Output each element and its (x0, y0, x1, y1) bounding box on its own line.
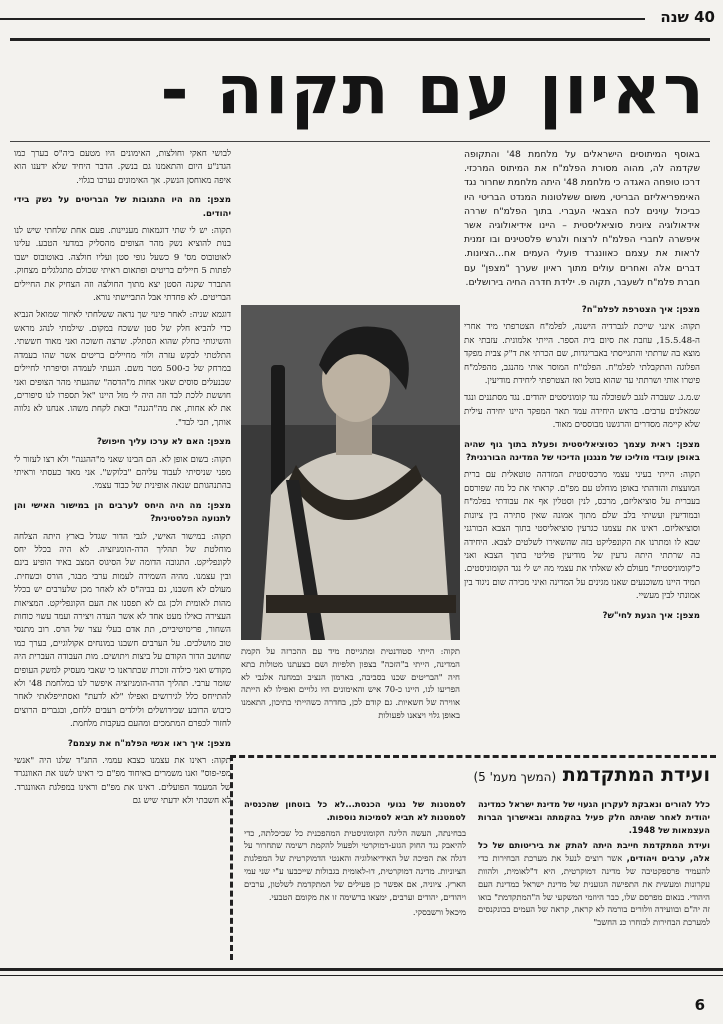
box-column-left (244, 798, 466, 956)
box-paragraph (244, 906, 466, 919)
page-number: 6 (694, 996, 705, 1014)
box-heading (473, 764, 710, 786)
interview-question: מצפן: איך ראו אנשי הפלמ"ח את עצמם? (67, 738, 231, 749)
sidebar-box (230, 755, 716, 960)
interview-answer: דוגמא שניה: לאחר פינוי שך נראה ששלחתי לאיזור שמואל הנביא כדי להביא חלק של סטן ששכח במקום. שילמתי לנהג מראש והשיגותי כחלק שהוא הסתלק. שרצה חשוכה ואני מאוד חששתי. התלטתי לבקש עזרה ולווי מחיילים בריטים אשר שהו בעמדה במרחק של כ-500 מטר משם. הגעתי לעמדה וסיפרתי לחיילים שבנעלים סוסים שאני אחות מ"הדסה" שהגעתי מהר הצופים ואני חוששת ללכת לבד וזה היה לי מזל היינו "אל תספרו לנו סיפורים, את לא אחות, את מה"הגנה" ובאת לקחת משהו. אנחנו לא נלווה אותך, תכי לבד". (14, 310, 231, 428)
interview-answer: ש.מ.ג. שעברה לנגב לשפוכלה נגד קומוניסטים יהודים. נגד מסתננים ונגד שמאלנים ערבים. בראש היחידה עמד תאר המפקד היינו יחידה עילית שלא קיימה מסדרים והרגשנו מבוססים מאוד. (464, 393, 700, 431)
box-body-text: אשר רוצים לנעל את מערכת הבחירות כדי להעמיד פרספקטיבה של מדינה דמוקרטית, היא ד"לאומית, ולהוות עקרונות ומעשית את התפישה הגזענית של מדינת ישראל כמדינת העם היהודי. בנאום מפרסם שלו, כבר היוזמי המשקעי של ה"המתקדמת" בואו זה יה"ם ובוועידה וולורים בורמה לא קראה, קראה של העמים בכונקנסים למערכת הבחירות לבוחרו כנ החשב" (478, 853, 710, 928)
box-subtitle: (המשך מעמ' 5) (473, 770, 557, 784)
article-column-left (14, 148, 231, 958)
interview-answer: תקוה: אינני שייכת לגברדיה הישנה, לפלמ"ח הצטרפתי מיד אחרי ה-15.5.48, עוזבת את סיום בית הספר. הייתי אלמונית. עזבתי את מוצא בה שרתתי והתגייסתי באבריגדות, שם הכרתי את ד"ק צבית מפקד הפלוגה והתקבלתי לפלמ"ח. הפלמ"ח המוסר אותי מהנגב, מהפלמ"ח פיטרו אותי ושרתתי עד שהוא בוטל ואז הצטרפתי ליחידת מודיעין. (464, 322, 700, 387)
interview-answer: לבושי חאקי וחולצות, האימונים היו מטעם ביה"ס בערך כמו הגדנ"ע היום והתאמנו גם בנשק. הדבר היחיד שלא ידענו הוא איפה מאוחסן הנשק. אך האימונים נערכו בגלוי. (14, 149, 231, 186)
interview-answer: תקוה: במישור האישי, לגבי הדור שגדל בארץ היתה הצלחה מוחלטת של תהליך הדה-הומניזציה. לא היה בכלל יחס לקונפליקט. התגובה הדומה של הסיגוס המצב באיד הופיע בינם ובין עצמנו. מהיה השמידה לעמות ערבי מבגר, הורס וכשחית. מעולם לא חשבנו, גם בביה"ס לא לאחר מכן שלערבים יש בכלל מהות לאומית ולכן גם לא תפסנו את העם הקונפליקט. המציאות העצירה כאילו מעט אחד לא אשר העדה ויצירה ועמד עשוי כוחות השחור, פרימיטיביים, תת אדם בעלי עצר של הרס. רוב מתנסי טוב מושלכים. על הערבים חשבנו במונחים אקולוגיים, בערך כמו שחושב הדור הקודם על ביצות ויתושים. מות העבודה העברית היה מקודש ואני כילדה זוכרת שכתראנו כי שאבי מעסיק למשק העופים שומר ערבי. תהליך הדה-הומניזציה איפשר לנו במלחמת 48' ולא להתייחס כלל לגירושים ואפילו "לא לדעת" ואסתייפלאתי לאחר כיבוש הרובע שבירושלים ולילדים רעבים ללחם, ובגברים הרוצים לחזור לכפרם המתמכים ומהעם בעקבות מלחמת. (14, 531, 231, 730)
header-rule (0, 18, 645, 20)
box-lead-text: ועידת המתקדמת חייבת היתה להתק את ביריטותם של כל אלה, ערבים ויהודים, (478, 840, 710, 864)
box-paragraph (478, 798, 710, 836)
box-column-right (478, 798, 710, 956)
box-title: ועידת המתקדמת (562, 764, 710, 786)
interview-question: מצפן: איך הגעת לחי"ש? (602, 610, 700, 621)
interview-question: מצפן: מה היו התגובות של הבריטים על נשק בידי יהודים. (14, 195, 231, 219)
page-title: ראיון עם תקוה - (160, 51, 706, 130)
interview-answer: תקוה: בשום אופן לא. הם הבינו שאני מ"ההגנה" ולא רצו לעזור לי מפני שניסיתי לעבוד עליהם "בלוקש". אני מאד כעסתי וראיתי בהתנהגותם שנאה אופינית של כבוד עצמי. (14, 454, 231, 492)
interview-question: מצפן: מה היה היחס לערבים הן במישור האישי והן לתנועה הפלסטינית? (14, 500, 231, 525)
interview-answer: תקוה: ראינו את עצמנו כצבא עממי. התג"ד שלנו היה "אנשי מפי-פוס" ואנו משמרים באיחוד מפ"ם כי ראינו לשנו את האוונגרד של המעמד הפועלים. ראינו את מפ"ם וראינו במפלגת האוונגרד. לא חשבתי ולא ידעתי שיש גם (14, 756, 231, 807)
box-body-text: בבחינתה, העשה הליגה הקומוניסטית המהפכנית כל שביכלתה, כדי להיאבק נגד החוק הגזע-דמוקרטי ולפעול להקמת רשימה שתחרור על דגלה את הפיכה של האידיאולוגיה והאנטי הדמוקרטית של המפלגות הציוניות. מדינה דמוקרטית, דו-לאומית בגבולות שייכבעו ע"י שני עמי הארץ. ציוניה, אם אפשר כן פעילים של המתקדמת לשלטון, ערבים ויהודים, יהודים וערבים, ימצאו ברשימה זו את מקומם הטבעי. (244, 827, 466, 902)
box-body-text: מיכאל ורשבסקי. (412, 907, 466, 918)
interview-answer: תקוה: הייתי בעיני עצמי מרכסיסטית המזדהה טוטאלית עם ברית המועצות והזדהתי באופן מוחלט עם מפ"ם. קראתי את כל מה שפורסם בעברית על סוציאליזם, מרכס, לנין וסטלין אף את עבודתי בפלמ"ח ובמודיעין ועשיתי בלב שלם מתוך אמונה שאין סתירה בין ציונות וסוציאליזם. ראינו את עצמנו כגרעין סוציאליסטי בתוך הצבא הבורגני שבא לו ומתרנו את הקונפליקט בזה שהשאירו לשלטים לצבא. היחידה בה שרתתי היתה גרעין של מודיעין פוליטי בתוך הצבא ואני כ"קומוניסטית" מעולם לא שאלתי את עצמי מה יש לי נגד הקומוניסטים. תמיד היינו משוכנעים שאנו מגינים על המדינה ואיני מכירה שום ניגוד בין אמונתי לבין מעשיי. (464, 470, 700, 602)
interview-answer: תקוה: יש לי שתי דוגמאות מעניינות. פעם אחת שלחתי שיש לנו בנות להוציא נשק מהר הצופים מהסליק במדעי הטבע. עלינו לאוטובוס מס' 9 כשעל גופי סטן ועליו חולצה. באוטובוס ישבו לפתות 5 חיילים בריטים ופתאום ראיתי שכולם מתגלגלים מצחוק. התברר שקנה הסטן יצא מתוך החולצה וזה הצחיק את החיילים הבריטים. לא פחדתי אבל התביישתי נורא. (14, 226, 231, 304)
box-paragraph (478, 839, 710, 929)
interview-question: מצפן: האם לא ערכו עליך חיפוש? (96, 437, 231, 448)
box-lead-text: כלל להורים ונאבקת לעקרון הגעוי של מדינת ישראל כמדינה יהודית לאחר שהיתה חלק פעיל בהקמתה ובאישרוך הברות העצמאות של 1948. (478, 799, 710, 835)
portrait-photo (241, 305, 460, 640)
interview-question: מצפן: ראית עצמך כסוציאליסטית ופעלת בתוך גוף שהיה באופן עובדי מוליכו של מנגנון הדיכוי של המדינה הבורגנית? (464, 439, 700, 464)
headline-area (10, 38, 710, 142)
footer-rule-thin (0, 975, 723, 976)
article-column-right (464, 298, 700, 753)
photo-caption: תקוה: הייתי סטודנטית ומתגייסת מיד עם ההכרזה על הקמת המדינה, הייתי ב"הזכה" בצפון תלפיות ושם בצעתנו מטולות בתא חיה "הבריטים שכנו בסביבה, בארמון הנציב ובמחנה אלנבי לא הפריעו לנו, היינו כ-70 איש והאימונים היו גלויים ואפילו לא הייתה אווירה של חשאיות. גם קודם לכן, בחדרה כשהייתי בתיכון, התאמנו באופן גלוי ויצאנו לפעולות (241, 646, 460, 720)
intro-paragraph: באוסף המיתוסים הישראלים על מלחמת 48' והתקופה שקדמה לה, מהוה מסורת הפלמ"ח את המיתוס המרכזי. דרכו טופחה האגדה כי מלחמת 48' היתה מלחמת שחרור נגד האימפריאליזם הבריטי, משום ששלטונות המנדט הבריטי היו כביכול עוינים לכח הצבאי העברי. בתוך הפלמ"ח שררה אידאולוגיה ציונית סוציאליסטית – היינו אידיאולוגיה אשר איפשרה לחברי הפלמ"ח לרצוח ולגרש פלסטינים ובו זמנית לראות את עצמם כאוונגרד פועלי העמים אח...הציונות. דברים אלה ואחרים עולים מתוך ראיון שערך "מצפן" עם חברת פלמ"ח לשעבר, תקוה פ. ילידת חדרה החיה בירושלים. (464, 149, 700, 288)
section-label: 40 שנה (660, 8, 715, 26)
interview-question: מצפן: איך הצטרפת לפלמ"ח? (581, 305, 700, 315)
box-lead-text: לסמטנות של נגועי הכנסת...לא כל בוטחון שהכנסיה לסמטנות לא תביא לסמיכות נוספות. (244, 799, 466, 822)
box-paragraph (244, 798, 466, 824)
footer-rule (0, 968, 723, 971)
portrait-image (241, 305, 460, 640)
box-paragraph (244, 827, 466, 904)
running-header (0, 8, 723, 30)
